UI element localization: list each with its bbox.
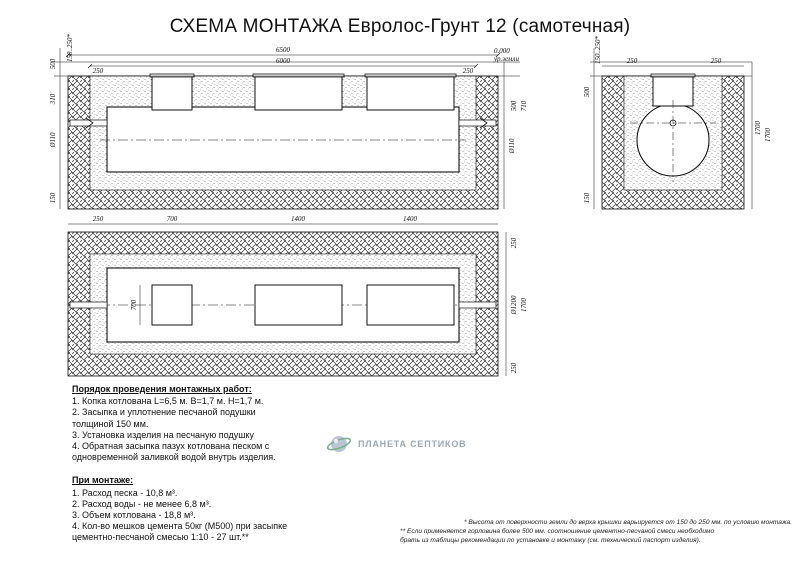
side-outlet-pipe	[459, 120, 496, 126]
plan-outlet-pipe	[459, 302, 496, 308]
footnotes	[400, 518, 792, 545]
work-order-step: 3. Установка изделия на песчаную подушку	[72, 429, 254, 440]
page-title: СХЕМА МОНТАЖА Евролос-Грунт 12 (самотечная)	[169, 16, 631, 37]
dim-150-250-cross: 150..250*	[594, 36, 602, 64]
dim-150-250: 150..250*	[66, 34, 74, 62]
dim-250-left: 250	[92, 67, 104, 75]
installation-item: 3. Объем котлована - 18,8 м³.	[72, 510, 196, 521]
dim-250-cross-right: 250	[710, 57, 722, 65]
dim-250-plan-top: 250	[510, 237, 518, 249]
dim-1700-cross-b: 1700	[764, 128, 772, 142]
dim-1200-plan: Ø1200	[510, 295, 518, 315]
cross-section-view	[590, 62, 752, 209]
plan-neck-1	[152, 285, 192, 325]
side-neck-2	[255, 76, 342, 110]
side-section-view	[54, 62, 520, 209]
side-lid-1	[150, 74, 194, 77]
dim-250-plan: 250	[92, 215, 104, 223]
work-order-step: 2. Засыпка и уплотнение песчаной подушки	[72, 407, 256, 418]
side-tank-body	[107, 107, 459, 172]
side-neck-1	[152, 76, 192, 110]
level-value: 0.000	[494, 47, 510, 55]
dim-1700-cross-a: 1700	[754, 121, 762, 135]
dim-500-left: 500	[49, 58, 57, 70]
dim-250-plan-bottom: 250	[510, 362, 518, 374]
installation-notes	[72, 384, 402, 544]
work-order-step: 4. Обратная засыпка пазух котлована песком с	[72, 441, 270, 452]
dim-700-plan: 700	[166, 215, 178, 223]
level-label: ур.земли	[494, 55, 519, 63]
brand-name: ПЛАНЕТА СЕПТИКОВ	[358, 439, 467, 449]
dim-310: 310	[49, 93, 57, 105]
dim-110-left: Ø110	[49, 132, 57, 148]
cross-lid	[651, 74, 695, 77]
installation-item: 4. Кол-во мешков цемента 50кг (М500) при засыпке	[72, 521, 288, 532]
dim-110-right: Ø110	[508, 138, 516, 154]
planet-logo-icon	[326, 432, 352, 456]
dim-700-plan-v: 700	[130, 299, 138, 311]
dim-150-cross: 150	[583, 192, 591, 204]
footnote-1: * Высота от поверхности земли до верха крышки варьируется от 150 до 250 мм. по условию монтажа.	[463, 519, 792, 526]
side-neck-3	[367, 76, 454, 110]
dim-500-right: 500	[510, 100, 518, 112]
work-order-step: 1. Копка котлована L=6,5 м. B=1,7 м. H=1,7 м.	[72, 396, 264, 407]
dim-1400-plan-a: 1400	[291, 215, 305, 223]
dim-250-right: 250	[462, 67, 474, 75]
plan-inlet-pipe	[70, 302, 107, 308]
installation-heading: При монтаже:	[72, 475, 134, 486]
footnote-2: ** Если применяется горловина более 500 мм. соотношение цементно-песчаной смеси необходимо	[400, 528, 715, 535]
plan-neck-2	[255, 285, 342, 325]
dim-1700-plan: 1700	[520, 298, 528, 312]
installation-item: цементно-песчаной смесью 1:10 - 27 шт.**	[72, 532, 249, 543]
work-order-step: толщиной 150 мм.	[72, 418, 149, 429]
dim-250-cross-left: 250	[626, 57, 638, 65]
footnote-3: брать из таблицы рекомендации по установке и монтажу (см. технический паспорт изделия).	[400, 537, 701, 544]
work-order-step: одновременной заливкой водой внутрь изделия.	[72, 452, 276, 463]
dim-6000: 6000	[276, 57, 290, 65]
installation-item: 2. Расход воды - не менее 6,8 м³.	[72, 498, 212, 509]
dim-500-cross: 500	[583, 86, 591, 98]
dim-1400-plan-b: 1400	[403, 215, 417, 223]
dim-6500: 6500	[276, 46, 290, 54]
side-lid-3	[365, 74, 456, 77]
installation-item: 1. Расход песка - 10,8 м³.	[72, 487, 178, 498]
dim-710: 710	[520, 100, 528, 112]
work-order-heading: Порядок проведения монтажных работ:	[72, 384, 252, 394]
dim-150-left: 150	[49, 192, 57, 204]
side-lid-2	[253, 74, 344, 77]
plan-neck-3	[367, 285, 454, 325]
side-inlet-pipe	[70, 120, 107, 126]
brand-logo	[326, 432, 466, 456]
